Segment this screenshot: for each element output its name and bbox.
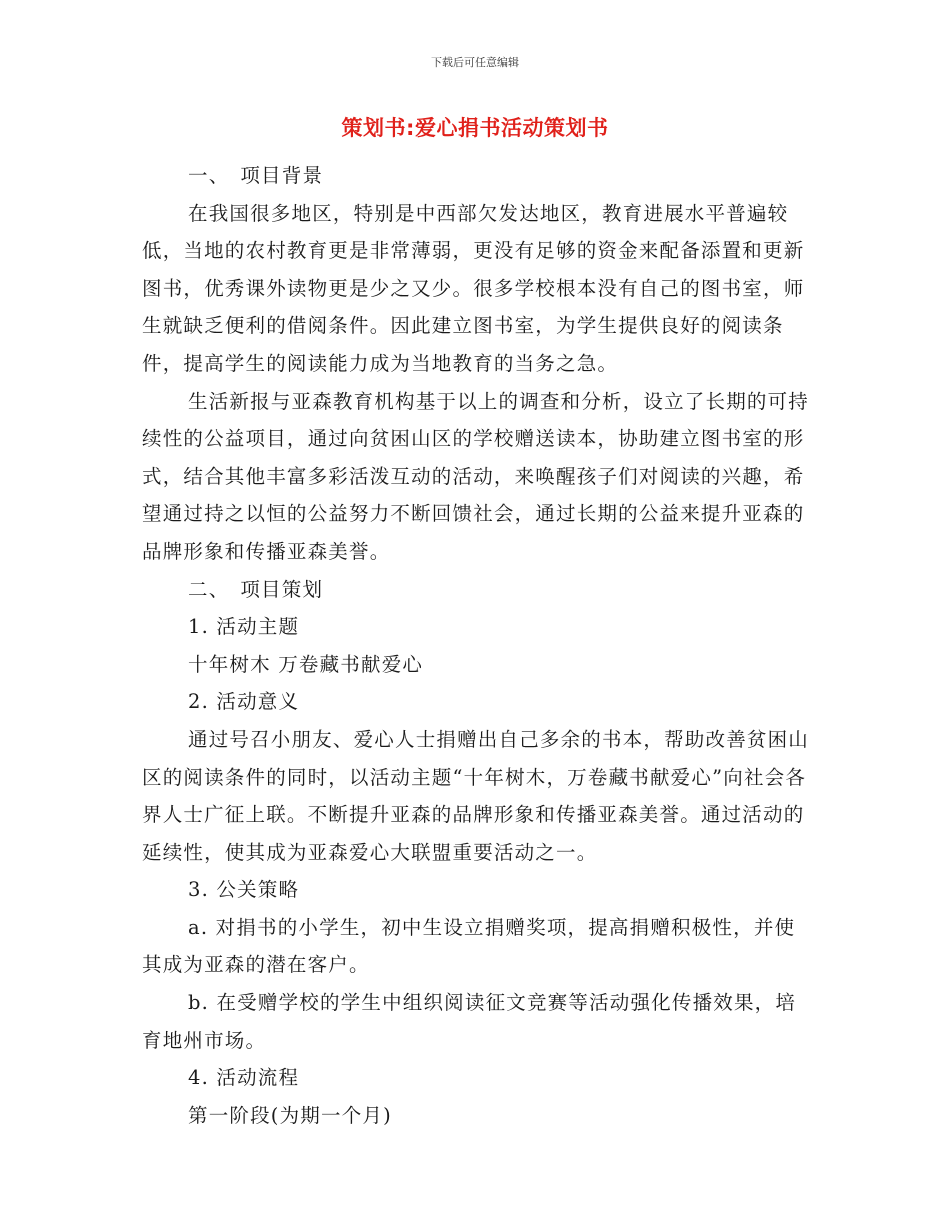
item-heading-pr-strategy: 3. 公关策略 <box>188 878 300 902</box>
paragraph-background-1: 在我国很多地区，特别是中西部欠发达地区，教育进展水平普遍较低，当地的农村教育更是非常薄弱，更没有足够的资金来配备添置和更新图书，优秀课外读物更是少之又少。很多学校根本没有自己的图书室，师生就缺乏便利的借阅条件。因此建立图书室，为学生提供良好的阅读条件，提高学生的阅读能力成为当地教育的当务之急。 <box>142 201 805 375</box>
theme-text: 十年树木 万卷藏书献爱心 <box>188 652 424 676</box>
page-header-note: 下载后可任意编辑 <box>431 56 519 69</box>
item-heading-process: 4. 活动流程 <box>188 1066 300 1090</box>
paragraph-significance: 通过号召小朋友、爱心人士捐赠出自己多余的书本，帮助改善贫困山区的阅读条件的同时，以活动主题“十年树木，万卷藏书献爱心”向社会各界人士广征上联。不断提升亚森的品牌形象和传播亚森美誉。通过活动的延续性，使其成为亚森爱心大联盟重要活动之一。 <box>142 727 810 864</box>
stage-one-heading: 第一阶段(为期一个月) <box>188 1103 392 1127</box>
paragraph-strategy-a: a. 对捐书的小学生，初中生设立捐赠奖项，提高捐赠积极性，并使其成为亚森的潜在客户。 <box>142 915 796 977</box>
item-heading-significance: 2. 活动意义 <box>188 690 300 714</box>
paragraph-strategy-b: b. 在受赠学校的学生中组织阅读征文竞赛等活动强化传播效果，培育地州市场。 <box>142 991 797 1052</box>
paragraph-background-2: 生活新报与亚森教育机构基于以上的调查和分析，设立了长期的可持续性的公益项目，通过向贫困山区的学校赠送读本，协助建立图书室的形式，结合其他丰富多彩活泼互动的活动，来唤醒孩子们对阅读的兴趣，希望通过持之以恒的公益努力不断回馈社会，通过长期的公益来提升亚森的品牌形象和传播亚森美誉。 <box>142 389 810 563</box>
document-body <box>142 157 812 1134</box>
document-title: 策划书:爱心捐书活动策划书 <box>341 116 609 140</box>
section-heading-background: 一、 项目背景 <box>188 164 324 187</box>
section-heading-planning: 二、 项目策划 <box>188 577 324 601</box>
item-heading-theme: 1. 活动主题 <box>188 615 300 639</box>
